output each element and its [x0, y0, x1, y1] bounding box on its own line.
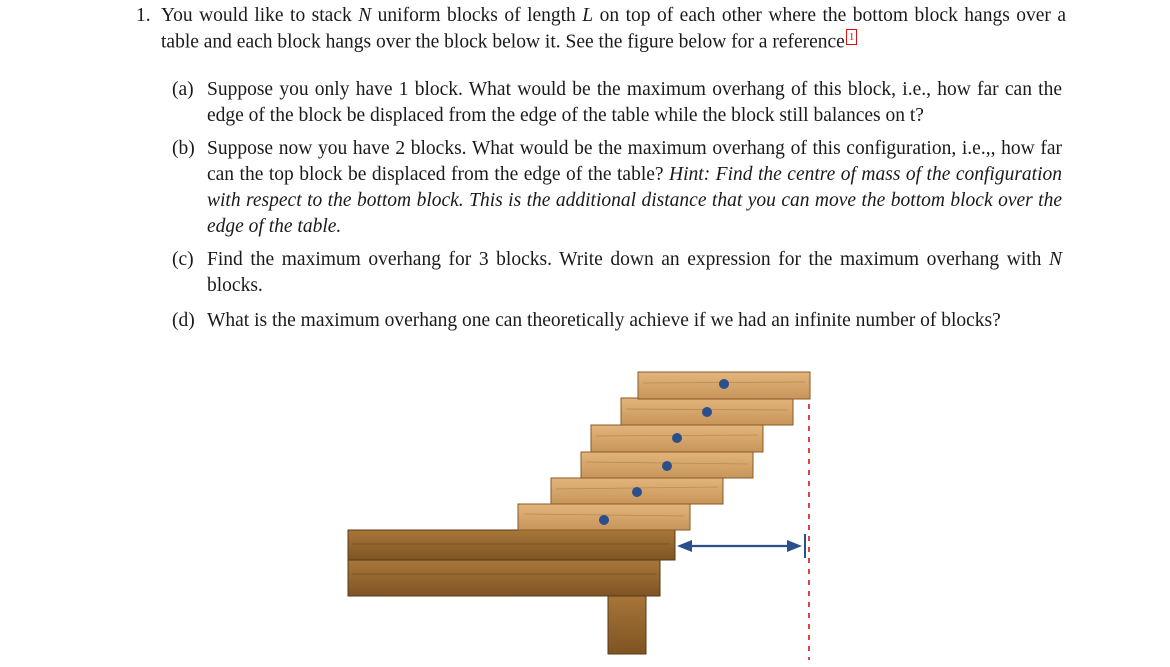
table-leg [608, 594, 646, 654]
block-6 [638, 372, 810, 399]
question-number: 1. [136, 5, 151, 26]
hint-text: Hint: Find the centre of mass of the configuration with respect to the bottom block. This is the additional distance that you can move the bottom block over the edge of the table. [207, 164, 1062, 237]
part-text: Suppose you only have 1 block. What would be the maximum overhang of this block, i.e., how far can the edge of the block be displaced from the edge of the table while the block still balances on t? [207, 79, 1062, 126]
table-lower-slab [348, 560, 660, 596]
center-of-mass-dot [719, 379, 729, 389]
center-of-mass-dot [662, 461, 672, 471]
part-label: (a) [172, 79, 194, 100]
block-4 [591, 425, 763, 452]
block-3 [581, 452, 753, 478]
part-text: Suppose now you have 2 blocks. What would be the maximum overhang of this configuration, i.e.,, how far can the top block be displaced from the edge of the table? Hint: Find the centre of mass of the configuration with respect to the bottom block. This is the additional distance that you can move the bottom block over the edge of the table. [207, 138, 1062, 237]
block-1 [518, 504, 690, 530]
question-text: You would like to stack N uniform blocks of length L on top of each other where the bottom block hangs over a table and each block hangs over the block below it. See the figure below for a reference 1 [161, 5, 1067, 53]
overhang-arrow [677, 534, 805, 558]
table-top [348, 530, 675, 560]
var-n: N [358, 5, 372, 26]
center-of-mass-dot [702, 407, 712, 417]
var-n: N [1048, 249, 1062, 270]
block-stack-illustration [340, 362, 820, 662]
part-text: Find the maximum overhang for 3 blocks. Write down an expression for the maximum overhang with N blocks. [207, 249, 1062, 296]
center-of-mass-dot [599, 515, 609, 525]
footnote-link[interactable]: 1 [846, 29, 858, 45]
block-stack-figure [340, 362, 820, 662]
part-b [172, 136, 1062, 240]
var-l: L [582, 5, 594, 26]
center-of-mass-dot [672, 433, 682, 443]
part-label: (c) [172, 249, 194, 270]
part-label: (b) [172, 138, 195, 159]
part-d [172, 308, 1062, 334]
question-1 [136, 3, 1066, 56]
part-c [172, 247, 1062, 299]
part-a [172, 77, 1062, 129]
block-2 [551, 478, 723, 504]
part-text: What is the maximum overhang one can theoretically achieve if we had an infinite number of blocks? [207, 310, 1001, 331]
part-label: (d) [172, 310, 195, 331]
center-of-mass-dot [632, 487, 642, 497]
block-5 [621, 398, 793, 425]
